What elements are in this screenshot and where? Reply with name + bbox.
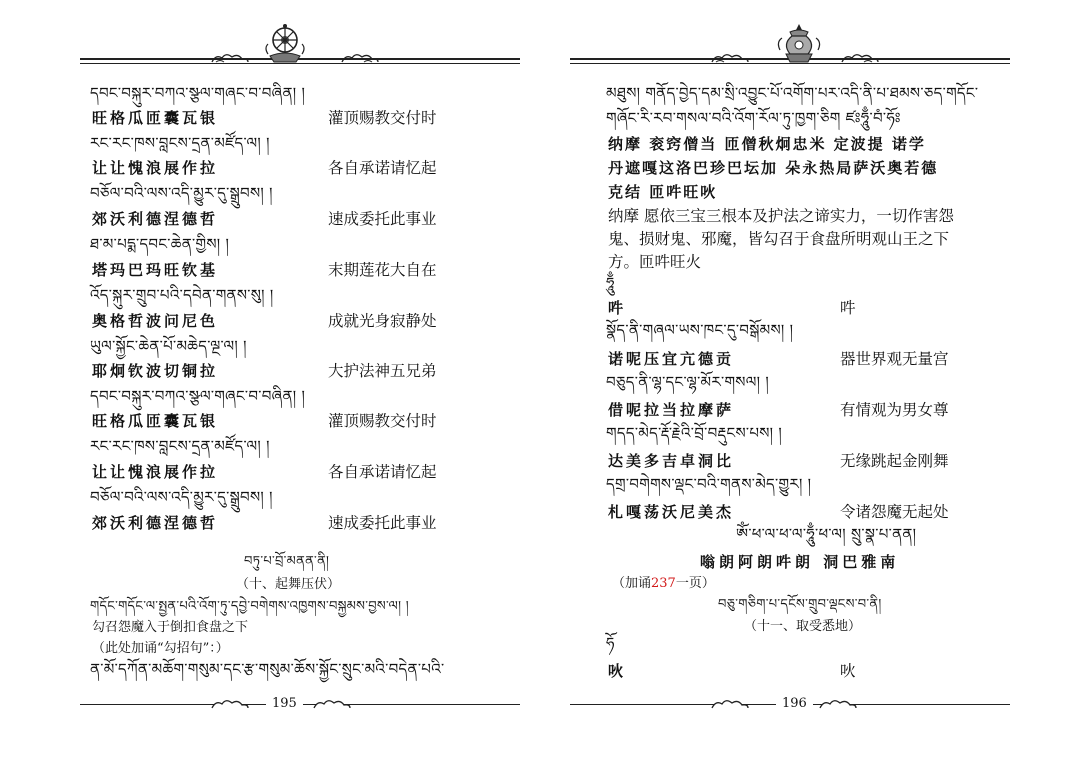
body-translation: 纳摩 愿依三宝三根本及护法之谛实力，一切作害怨 <box>608 207 954 225</box>
verse-phonetic: 奥格哲波问尼色 <box>92 312 219 330</box>
end-translation: 吙 <box>840 662 856 680</box>
section-title-tibetan: བཏུ་པ་བྲོ་མནན་ནི། <box>244 554 330 569</box>
verse-tibetan: རང་རང་ཁས་བླངས་དྲན་མཛོད་ལ། ། <box>90 134 270 152</box>
verse-phonetic: 借呢拉当拉摩萨 <box>608 401 735 419</box>
verse-tibetan: དབང་བསྐུར་བཀའ་སྩལ་གཞང་བ་བཞིན། ། <box>90 387 306 405</box>
verse-tibetan: ཡུལ་སྐྱོང་ཆེན་པོ་མཆེད་ལྔ་ལ། ། <box>90 337 247 355</box>
verse-translation: 大护法神五兄弟 <box>328 362 437 380</box>
verse-phonetic: 诺呢压宜亢德贡 <box>608 350 735 368</box>
hum-tibetan: ཧཱུྃ <box>606 274 615 292</box>
body-translation: 方。匝吽旺火 <box>608 253 702 271</box>
cloud-ornament-icon <box>312 696 352 712</box>
verse-tibetan: རང་རང་ཁས་བླངས་དྲན་མཛོད་ལ། ། <box>90 437 270 455</box>
verse-translation: 无缘跳起金刚舞 <box>840 452 949 470</box>
verse-translation: 灌顶赐教交付时 <box>328 412 437 430</box>
verse-phonetic: 札嘎荡沃尼美杰 <box>608 503 735 521</box>
cloud-ornament-icon <box>818 696 858 712</box>
section-title-tibetan: བཅུ་གཅིག་པ་དངོས་གྲུབ་ལྡངས་བ་ནི། <box>718 597 882 612</box>
treasure-vase-icon <box>776 22 822 66</box>
section-title: （十、起舞压伏） <box>236 577 341 592</box>
verse-phonetic: 旺格瓜匝囊瓦银 <box>92 109 219 127</box>
verse-tibetan: གདད་མེད་རྡོ་རྗེའི་བྲོ་བརྡུངས་པས། ། <box>606 424 782 442</box>
cloud-ornament-icon <box>710 50 750 66</box>
verse-phonetic: 耶炯钦波切铜拉 <box>92 362 219 380</box>
verse-phonetic: 达美多吉卓洞比 <box>608 452 735 470</box>
dharma-wheel-icon <box>262 22 308 66</box>
end-phonetic: 吙 <box>608 662 627 680</box>
mantra-phonetic: 嗡朗阿朗吽朗 洞巴雅南 <box>700 553 900 571</box>
recitation-note-suffix: 一页） <box>675 576 715 591</box>
verse-tibetan: སྣོད་ནི་གཞལ་ཡས་ཁང་དུ་བསྒོམས། ། <box>606 321 794 339</box>
recitation-note <box>612 577 715 590</box>
verse-translation: 令诸怨魔无起处 <box>840 503 949 521</box>
cloud-ornament-icon <box>210 696 250 712</box>
verse-phonetic: 让让愧浪展作拉 <box>92 159 219 177</box>
recitation-note: （此处加诵“勾招句”：） <box>92 641 229 656</box>
verse-translation: 各自承诺请忆起 <box>328 463 437 481</box>
verse-phonetic: 让让愧浪展作拉 <box>92 463 219 481</box>
cloud-ornament-icon <box>210 50 250 66</box>
verse-tibetan: དགྲ་བགེགས་ལྡང་བའི་གནས་མེད་གྱུར། ། <box>606 475 812 493</box>
body-phonetic: 纳摩 衮窍僧当 匝僧秋炯忠米 定波提 诺学 <box>608 135 926 153</box>
recitation-page-ref: 237 <box>651 576 676 591</box>
body-phonetic: 克结 匝吽旺吙 <box>608 183 718 201</box>
verse-phonetic: 郊沃利德涅德哲 <box>92 514 219 532</box>
verse-tibetan: བཅུད་ནི་ལྷ་དང་ལྷ་མོར་གསལ། ། <box>606 373 769 391</box>
verse-translation: 各自承诺请忆起 <box>328 159 437 177</box>
page-number: 195 <box>266 696 303 711</box>
verse-translation: 末期莲花大自在 <box>328 261 437 279</box>
cloud-ornament-icon <box>710 696 750 712</box>
body-tibetan: མཐུས། གནོད་བྱེད་དམ་སྲི་འབྱུང་པོ་འགོག་པར་འདི་ནི་པ་ཐམས་ཅད་གདོང་ <box>606 84 979 102</box>
hum-translation: 吽 <box>840 299 856 317</box>
mantra-tibetan: ཨོཾ་ཕ་ལ་ཕ་ལ་ཧཱུྃ་ཕ་ལ། སྲུ་སྣ་པ་ནན། <box>736 525 917 543</box>
cloud-ornament-icon <box>340 50 380 66</box>
verse-translation: 灌顶赐教交付时 <box>328 109 437 127</box>
verse-phonetic: 郊沃利德涅德哲 <box>92 210 219 228</box>
verse-tibetan: དབང་བསྐུར་བཀའ་སྩལ་གཞང་བ་བཞིན། ། <box>90 84 306 102</box>
hum-phonetic: 吽 <box>608 299 627 317</box>
section-title: （十一、取受悉地） <box>744 619 862 634</box>
verse-translation: 有情观为男女尊 <box>840 401 949 419</box>
instruction-tibetan: གདོང་གདོང་ལ་སྤྱན་པའི་འོག་ཏུ་དབྱེ་བགེགས་འཁྱགས་བསྐྱམས་བྱས་ལ། ། <box>90 599 409 614</box>
end-tibetan: ཧོ <box>606 634 615 652</box>
verse-phonetic: 塔玛巴玛旺钦基 <box>92 261 219 279</box>
verse-translation: 器世界观无量宫 <box>840 350 949 368</box>
page-number: 196 <box>776 696 813 711</box>
verse-translation: 速成委托此事业 <box>328 210 437 228</box>
body-translation: 鬼、损财鬼、邪魔，皆勾召于食盘所明观山王之下 <box>608 230 950 248</box>
recitation-note-prefix: （加诵 <box>612 576 652 591</box>
verse-phonetic: 旺格瓜匝囊瓦银 <box>92 412 219 430</box>
verse-tibetan: ཐ་མ་པདྨ་དབང་ཆེན་གྱིས། ། <box>90 235 230 253</box>
cloud-ornament-icon <box>840 50 880 66</box>
instruction-text: 勾召怨魔入于倒扣食盘之下 <box>92 620 249 635</box>
body-tibetan: གཞོང་རི་རབ་གསལ་བའི་འོག་རོལ་ཏུ་ཁྱག་ཅིག ཛཿཧཱུྃ་བཾ་ཧོཿ <box>606 109 901 127</box>
verse-translation: 成就光身寂静处 <box>328 312 437 330</box>
verse-tibetan: བཅོལ་བའི་ལས་འདི་མྱུར་དུ་སྒྲུབས། ། <box>90 488 273 506</box>
right-page <box>540 0 1080 764</box>
verse-tibetan: བཅོལ་བའི་ལས་འདི་མྱུར་དུ་སྒྲུབས། ། <box>90 184 273 202</box>
body-phonetic: 丹遮嘎这洛巴珍巴坛加 朵永热局萨沃奥若德 <box>608 159 939 177</box>
verse-translation: 速成委托此事业 <box>328 514 437 532</box>
verse-tibetan: འོད་སྐུར་གྲུབ་པའི་དབེན་གནས་སུ། ། <box>90 286 274 304</box>
closing-tibetan: ན་མོ་དཀོན་མཆོག་གསུམ་དང་རྩ་གསུམ་ཆོས་སྐྱོང་སྲུང་མའི་བདེན་པའི་ <box>90 660 445 678</box>
